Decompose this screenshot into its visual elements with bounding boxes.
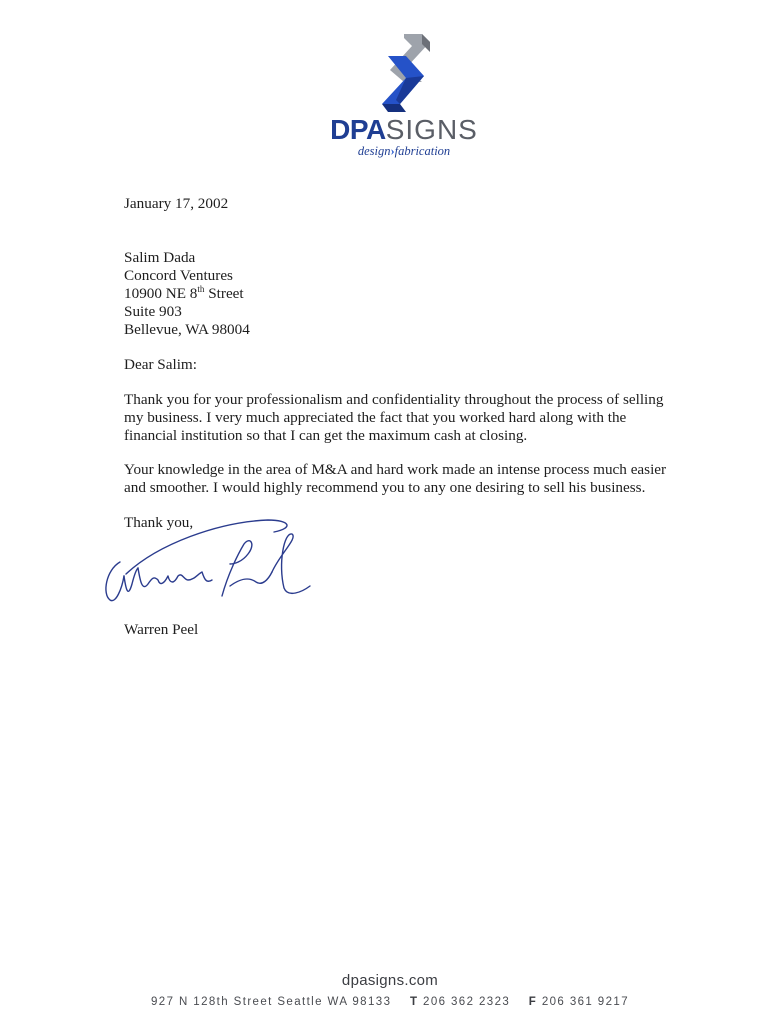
fax-label: F <box>528 996 538 1008</box>
dpa-chevron-logo-icon <box>366 30 442 116</box>
street-suffix: Street <box>204 285 244 302</box>
tagline-separator: › <box>390 144 395 158</box>
salutation: Dear Salim: <box>124 356 197 373</box>
brand-wordmark <box>290 114 518 146</box>
recipient-suite: Suite 903 <box>124 303 182 320</box>
paragraph-line: Thank you for your professionalism and confidentiality throughout the process of selling <box>124 391 664 408</box>
footer-website: dpasigns.com <box>341 972 439 989</box>
letter-date: January 17, 2002 <box>124 195 229 212</box>
brand-tagline <box>290 144 518 159</box>
signer-name: Warren Peel <box>124 621 199 638</box>
footer-fax: 206 361 9217 <box>541 996 629 1008</box>
paragraph-line: financial institution so that I can get the maximum cash at closing. <box>124 427 528 444</box>
tagline-left: design <box>357 144 391 158</box>
closing: Thank you, <box>124 514 194 531</box>
paragraph-line: my business. I very much appreciated the fact that you worked hard along with the <box>124 409 627 426</box>
footer-address: 927 N 128th Street Seattle WA 98133 <box>151 996 392 1008</box>
recipient-company: Concord Ventures <box>124 267 233 284</box>
paragraph-line: Your knowledge in the area of M&A and hard work made an intense process much easier <box>124 461 667 478</box>
brand-bold: DPA <box>330 114 386 145</box>
footer-contact <box>0 996 780 1008</box>
recipient-city: Bellevue, WA 98004 <box>124 321 250 338</box>
recipient-address <box>124 249 250 339</box>
street-prefix: 10900 NE 8 <box>124 285 198 302</box>
footer-phone: 206 362 2323 <box>423 996 511 1008</box>
tagline-right: fabrication <box>394 144 451 158</box>
recipient-name: Salim Dada <box>124 249 196 266</box>
handwritten-signature <box>98 514 314 610</box>
phone-label: T <box>409 996 419 1008</box>
recipient-street <box>124 285 250 303</box>
body-paragraph-1 <box>124 391 663 445</box>
body-paragraph-2 <box>124 461 666 497</box>
brand-light: SIGNS <box>385 114 478 145</box>
paragraph-line: and smoother. I would highly recommend you to any one desiring to sell his business. <box>124 479 646 496</box>
street-ordinal: th <box>197 284 205 294</box>
